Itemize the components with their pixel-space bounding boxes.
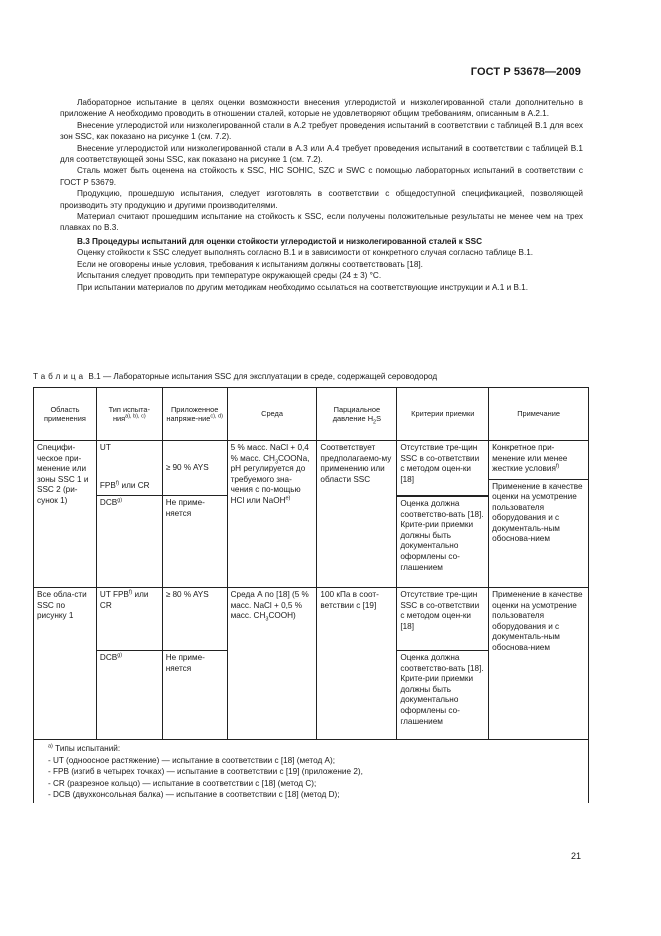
col-header-stress: Приложенное напряже-ние$^{с), d)}$ — [162, 388, 227, 441]
table-caption-prefix: Таблица — [33, 372, 87, 381]
cell-type-ut: UT — [96, 441, 162, 480]
cell-partial-pressure: 100 кПа в соот-ветствии с [19] — [317, 588, 397, 740]
paragraph: Внесение углеродистой или низколегированной стали в А.3 или А.4 требует проведения испытаний в соответствии с таблицей В.1 для соответствующей зоны SSC, как показано на рисунке 1 (см. 7.2). — [60, 143, 583, 165]
footnote-item: - UT (одноосное растяжение) — испытание в соответствии с [18] (метод А); — [48, 755, 335, 765]
table-header-row — [34, 388, 589, 441]
body-text — [60, 97, 583, 293]
cell-type-fpb: FPB$^{f)}$ или CR — [96, 479, 162, 496]
cell-area: Специфи-ческое при-менение или зоны SSC 1 и SSC 2 (ри-сунок 1) — [34, 441, 97, 588]
paragraph: Лабораторное испытание в целях оценки возможности внесения углеродистой и низколегированной стали дополнительно в приложение А необходимо проводить в отношении сталей, которые не удовлетворяют общим требованиям, описанным в А.2.1. — [60, 98, 583, 119]
cell-stress-dcb: Не приме-няется — [162, 651, 227, 740]
table-row — [34, 588, 589, 651]
cell-type-dcb: DCB$^{g)}$ — [96, 651, 162, 740]
cell-stress: ≥ 80 % AYS — [162, 588, 227, 651]
document-id-header: ГОСТ Р 53678—2009 — [470, 66, 581, 78]
cell-stress-ut: ≥ 90 % AYS — [162, 441, 227, 496]
col-header-environment: Среда — [227, 388, 317, 441]
footnote-item: - CR (разрезное кольцо) — испытание в соответствии с [18] (метод С); — [48, 778, 317, 788]
cell-stress-dcb: Не приме-няется — [162, 496, 227, 588]
col-header-area: Область применения — [34, 388, 97, 441]
cell-area: Все обла-сти SSC по рисунку 1 — [34, 588, 97, 740]
paragraph: Внесение углеродистой или низколегированной стали в А.2 требует проведения испытаний в соответствии с таблицей В.1 для всех зон SSC, как показано на рисунке 1 (см. 7.2). — [60, 120, 583, 142]
paragraph: При испытании материалов по другим методикам необходимо ссылаться на соответствующие инструкции и А.1 и В.1. — [77, 282, 529, 292]
cell-partial-pressure: Соответствует предполагаемо-му применению или области SSC — [317, 441, 397, 588]
col-header-type: Тип испыта-ния$^{а), b), с)}$ — [96, 388, 162, 441]
paragraph: Материал считают прошедшим испытание на стойкость к SSC, если получены положительные результаты не менее чем на трех плавках по В.3. — [60, 212, 583, 233]
paragraph: Продукцию, прошедшую испытания, следует изготовлять в соответствии с общедоступной спецификацией, позволяющей производить эту продукцию и другими производителями. — [60, 189, 583, 210]
table-caption-text: В.1 — Лабораторные испытания SSC для эксплуатации в среде, содержащей сероводород — [88, 372, 438, 381]
cell-type-dcb: DCB$^{g)}$ — [96, 496, 162, 588]
footnote-item: - FPB (изгиб в четырех точках) — испытание в соответствии с [19] (приложение 2), — [48, 767, 363, 776]
col-header-criteria: Критерии приемки — [397, 388, 489, 441]
footnote-title: $^{а)}$ Типы испытаний: — [48, 743, 121, 753]
paragraph: Если не оговорены иные условия, требования к испытаниям должны соответствовать [18]. — [77, 259, 423, 269]
cell-note-ut: Конкретное при-менение или менее жесткие условия$^{f)}$ — [489, 441, 589, 480]
cell-type-ut-fpb-cr: UT FPB$^{f)}$ или CR — [96, 588, 162, 651]
table-footnote-row — [34, 740, 589, 803]
col-header-partial-pressure: Парциальное давление $Н_2S$ — [317, 388, 397, 441]
col-header-note: Примечание — [489, 388, 589, 441]
paragraph: Оценку стойкости к SSC следует выполнять согласно В.1 и в зависимости от конкретного случая согласно таблице В.1. — [77, 248, 534, 258]
cell-criteria-ut: Отсутствие тре-щин SSC в со-ответствии с методом оцен-ки [18] — [397, 588, 489, 651]
cell-note: Применение в качестве оценки на усмотрение пользователя оборудования и с документаль-ным обоснова-нием — [489, 588, 589, 740]
cell-criteria-ut: Отсутствие тре-щин SSC в со-ответствии с методом оцен-ки [18] — [397, 441, 489, 496]
cell-criteria-dcb: Оценка должна соответство-вать [18]. Крите-рии приемки должны быть документально оформлены со-глашением — [397, 497, 489, 588]
cell-note-fpb: Применение в качестве оценки на усмотрение пользователя оборудования и с документаль-ным обоснова-нием — [489, 479, 589, 588]
page-number: 21 — [570, 851, 581, 861]
footnote-item: - DCB (двухконсольная балка) — испытание в соответствии с [18] (метод D); — [48, 790, 340, 799]
paragraph: Испытания следует проводить при температуре окружающей среды (24 ± 3) °С. — [77, 271, 382, 281]
cell-environment: Среда А по [18] (5 % масс. NaCl + 0,5 % масс. $CH_3COOH$) — [227, 588, 317, 740]
paragraph: Сталь может быть оценена на стойкость к SSC, HIC SOHIC, SZC и SWC с помощью лабораторных испытаний в соответствии с ГОСТ Р 53679. — [60, 166, 583, 187]
table-footnotes — [34, 740, 589, 803]
section-b3-heading: В.3 Процедуры испытаний для оценки стойкости углеродистой и низколегированной сталей к SSC — [77, 236, 482, 246]
table-caption — [33, 372, 603, 381]
ssc-test-table — [33, 387, 589, 803]
table-row — [34, 441, 589, 480]
cell-criteria-dcb: Оценка должна соответство-вать [18]. Крите-рии приемки должны быть документально оформлены со-глашением — [397, 651, 489, 740]
cell-environment: 5 % масс. NaCl + 0,4 % масс. $CH_3COONa$, pH регулируется до требуемого зна-чения с по-мощью HCl или NaOH$^{e)}$ — [227, 441, 317, 588]
